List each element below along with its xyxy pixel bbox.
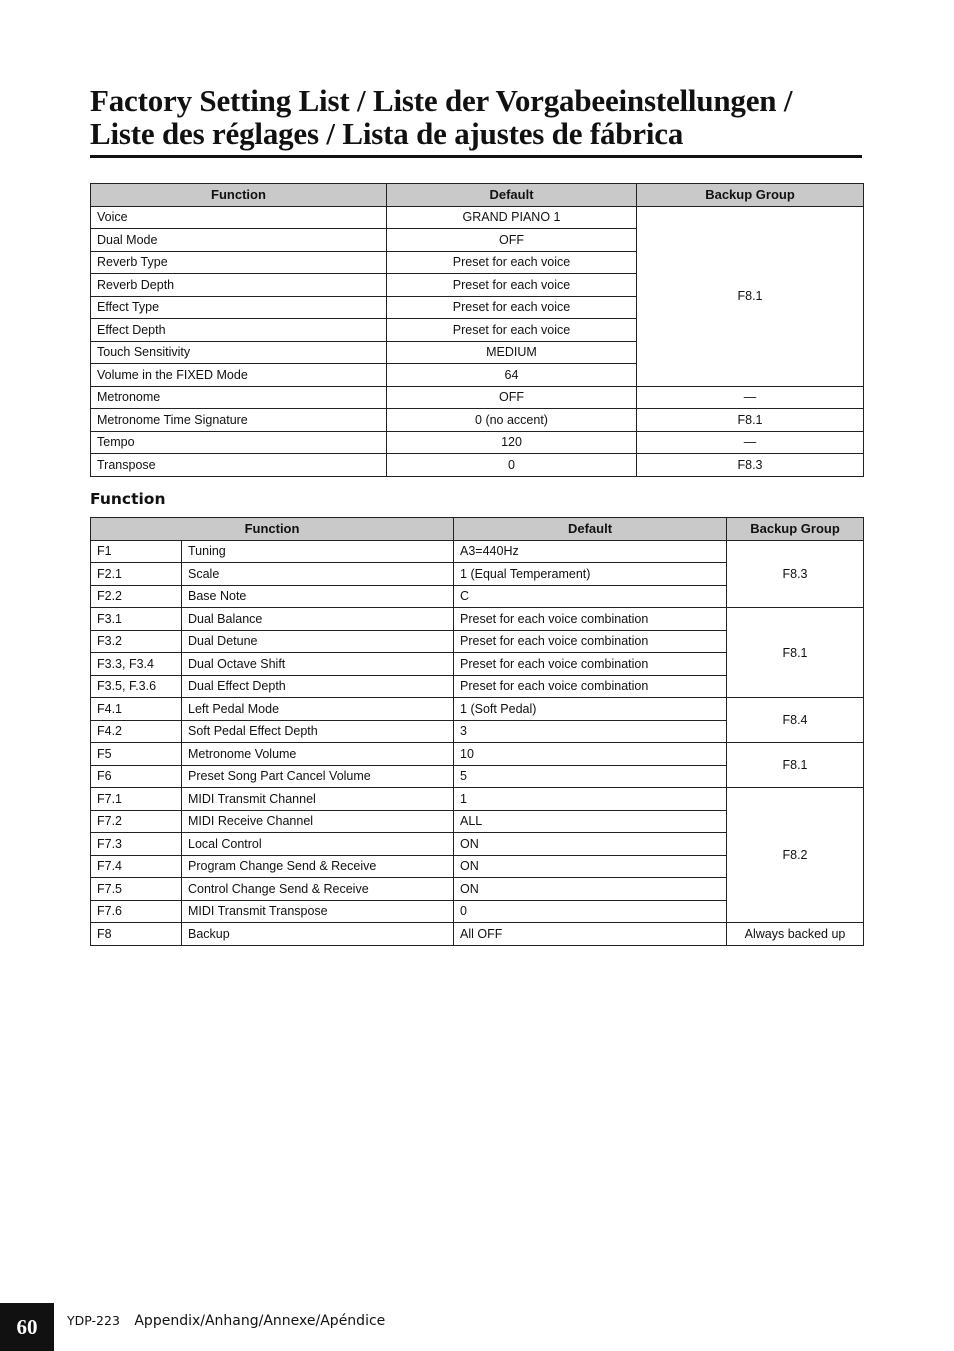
default-cell: MEDIUM	[387, 341, 637, 364]
function-cell: Effect Type	[91, 296, 387, 319]
function-name-cell: Dual Octave Shift	[182, 653, 454, 676]
function-cell: Effect Depth	[91, 319, 387, 342]
title-rule	[90, 155, 862, 158]
default-cell: 1	[454, 788, 727, 811]
footer-section: Appendix/Anhang/Annexe/Apéndice	[134, 1313, 386, 1329]
function-settings-table	[90, 517, 864, 946]
factory-settings-table	[90, 183, 864, 477]
table-row	[91, 386, 864, 409]
backup-group-cell: F8.1	[727, 743, 864, 788]
page-title-line-2: Liste des réglages / Lista de ajustes de fábrica	[90, 116, 684, 151]
column-header-function: Function	[91, 518, 454, 541]
function-name-cell: Control Change Send & Receive	[182, 878, 454, 901]
function-code-cell: F7.2	[91, 810, 182, 833]
page-title-line-1: Factory Setting List / Liste der Vorgabeeinstellungen /	[90, 83, 793, 118]
function-code-cell: F1	[91, 540, 182, 563]
backup-group-cell: Always backed up	[727, 923, 864, 946]
default-cell: Preset for each voice	[387, 274, 637, 297]
function-code-cell: F6	[91, 765, 182, 788]
default-cell: 0	[387, 454, 637, 477]
default-cell: Preset for each voice combination	[454, 608, 727, 631]
function-cell: Reverb Depth	[91, 274, 387, 297]
function-code-cell: F7.6	[91, 900, 182, 923]
default-cell: 0 (no accent)	[387, 409, 637, 432]
default-cell: All OFF	[454, 923, 727, 946]
default-cell: C	[454, 585, 727, 608]
function-code-cell: F2.2	[91, 585, 182, 608]
default-cell: 64	[387, 364, 637, 387]
default-cell: 3	[454, 720, 727, 743]
function-name-cell: Soft Pedal Effect Depth	[182, 720, 454, 743]
function-cell: Volume in the FIXED Mode	[91, 364, 387, 387]
function-name-cell: Base Note	[182, 585, 454, 608]
default-cell: ON	[454, 878, 727, 901]
backup-group-cell: —	[637, 386, 864, 409]
table-header-row	[91, 184, 864, 207]
column-header-default: Default	[454, 518, 727, 541]
function-cell: Transpose	[91, 454, 387, 477]
backup-group-cell: F8.1	[637, 206, 864, 386]
default-cell: Preset for each voice	[387, 319, 637, 342]
function-name-cell: Backup	[182, 923, 454, 946]
function-cell: Dual Mode	[91, 229, 387, 252]
table-row	[91, 206, 864, 229]
function-name-cell: Preset Song Part Cancel Volume	[182, 765, 454, 788]
function-code-cell: F3.2	[91, 630, 182, 653]
table-header-row	[91, 518, 864, 541]
default-cell: Preset for each voice combination	[454, 653, 727, 676]
backup-group-cell: F8.3	[637, 454, 864, 477]
default-cell: Preset for each voice combination	[454, 675, 727, 698]
table-row	[91, 540, 864, 563]
default-cell: 0	[454, 900, 727, 923]
function-code-cell: F3.5, F.3.6	[91, 675, 182, 698]
factory-settings-table-body	[91, 206, 864, 476]
function-cell: Metronome Time Signature	[91, 409, 387, 432]
default-cell: 10	[454, 743, 727, 766]
function-code-cell: F4.1	[91, 698, 182, 721]
function-code-cell: F7.5	[91, 878, 182, 901]
function-name-cell: Left Pedal Mode	[182, 698, 454, 721]
default-cell: Preset for each voice	[387, 296, 637, 319]
backup-group-cell: F8.2	[727, 788, 864, 923]
default-cell: 1 (Equal Temperament)	[454, 563, 727, 586]
function-name-cell: Local Control	[182, 833, 454, 856]
function-code-cell: F3.3, F3.4	[91, 653, 182, 676]
function-code-cell: F8	[91, 923, 182, 946]
function-name-cell: Dual Balance	[182, 608, 454, 631]
default-cell: A3=440Hz	[454, 540, 727, 563]
default-cell: 120	[387, 431, 637, 454]
backup-group-cell: F8.3	[727, 540, 864, 608]
default-cell: ON	[454, 855, 727, 878]
page-footer	[67, 1313, 385, 1329]
function-code-cell: F7.1	[91, 788, 182, 811]
function-name-cell: Scale	[182, 563, 454, 586]
column-header-backup-group: Backup Group	[637, 184, 864, 207]
default-cell: 5	[454, 765, 727, 788]
default-cell: Preset for each voice combination	[454, 630, 727, 653]
function-name-cell: MIDI Receive Channel	[182, 810, 454, 833]
function-name-cell: Program Change Send & Receive	[182, 855, 454, 878]
default-cell: OFF	[387, 229, 637, 252]
default-cell: Preset for each voice	[387, 251, 637, 274]
function-cell: Metronome	[91, 386, 387, 409]
footer-model: YDP-223	[67, 1313, 120, 1328]
function-name-cell: Metronome Volume	[182, 743, 454, 766]
function-heading: Function	[90, 490, 166, 508]
function-cell: Touch Sensitivity	[91, 341, 387, 364]
column-header-backup-group: Backup Group	[727, 518, 864, 541]
table-row	[91, 698, 864, 721]
page-number: 60	[0, 1303, 54, 1351]
function-code-cell: F2.1	[91, 563, 182, 586]
table-row	[91, 608, 864, 631]
default-cell: GRAND PIANO 1	[387, 206, 637, 229]
default-cell: 1 (Soft Pedal)	[454, 698, 727, 721]
function-name-cell: Dual Effect Depth	[182, 675, 454, 698]
function-code-cell: F7.3	[91, 833, 182, 856]
table-row	[91, 788, 864, 811]
backup-group-cell: F8.4	[727, 698, 864, 743]
backup-group-cell: F8.1	[727, 608, 864, 698]
default-cell: OFF	[387, 386, 637, 409]
backup-group-cell: —	[637, 431, 864, 454]
function-code-cell: F4.2	[91, 720, 182, 743]
function-code-cell: F7.4	[91, 855, 182, 878]
function-name-cell: MIDI Transmit Transpose	[182, 900, 454, 923]
function-code-cell: F3.1	[91, 608, 182, 631]
function-settings-table-body	[91, 540, 864, 945]
function-code-cell: F5	[91, 743, 182, 766]
table-row	[91, 431, 864, 454]
page-title	[90, 84, 862, 150]
backup-group-cell: F8.1	[637, 409, 864, 432]
function-cell: Tempo	[91, 431, 387, 454]
function-name-cell: Dual Detune	[182, 630, 454, 653]
table-row	[91, 409, 864, 432]
table-row	[91, 454, 864, 477]
function-name-cell: MIDI Transmit Channel	[182, 788, 454, 811]
table-row	[91, 923, 864, 946]
default-cell: ON	[454, 833, 727, 856]
function-name-cell: Tuning	[182, 540, 454, 563]
table-row	[91, 743, 864, 766]
column-header-function: Function	[91, 184, 387, 207]
function-cell: Reverb Type	[91, 251, 387, 274]
function-cell: Voice	[91, 206, 387, 229]
column-header-default: Default	[387, 184, 637, 207]
default-cell: ALL	[454, 810, 727, 833]
